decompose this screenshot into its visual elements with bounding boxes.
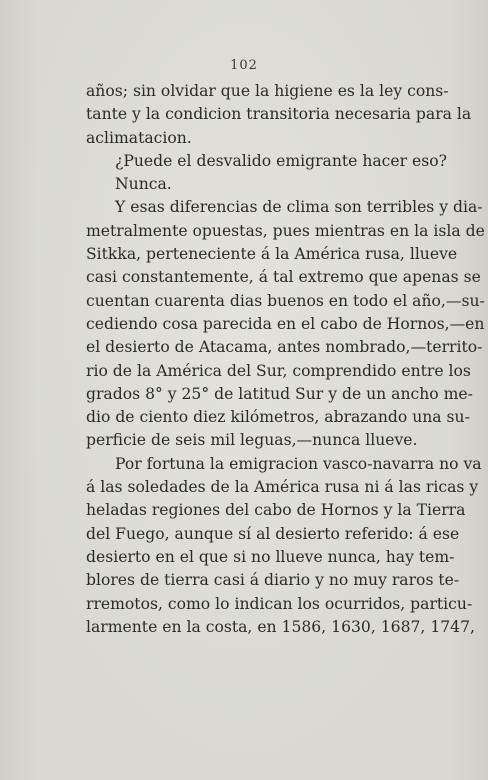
text-line: tante y la condicion transitoria necesaria para la (86, 105, 472, 124)
text-line: larmente en la costa, en 1586, 1630, 1687, 1747, (86, 617, 475, 636)
text-line: blores de tierra casi á diario y no muy raros te- (86, 571, 460, 590)
page-number: 102 (230, 58, 258, 73)
text-line: casi constantemente, á tal extremo que apenas se (86, 268, 481, 287)
text-line: rremotos, como lo indican los ocurridos, particu- (86, 594, 473, 613)
text-line: años; sin olvidar que la higiene es la ley cons- (86, 82, 449, 100)
text-line: Y esas diferencias de clima son terribles y dia- (115, 198, 483, 217)
text-line: cediendo cosa parecida en el cabo de Hornos,—en (86, 314, 485, 333)
text-line: aclimatacion. (86, 128, 192, 147)
text-line: perficie de seis mil leguas,—nunca llueve. (86, 431, 418, 450)
text-line: grados 8° y 25° de latitud Sur y de un ancho me- (86, 384, 473, 403)
text-line: cuentan cuarenta dias buenos en todo el año,—su- (86, 291, 485, 310)
text-line: el desierto de Atacama, antes nombrado,—territo- (86, 338, 483, 357)
text-line: dio de ciento diez kilómetros, abrazando una su- (86, 408, 470, 427)
text-line: Por fortuna la emigracion vasco-navarra no va (115, 454, 482, 473)
body-text (86, 80, 485, 639)
text-line: heladas regiones del cabo de Hornos y la Tierra (86, 501, 466, 520)
text-line: rio de la América del Sur, comprendido entre los (86, 361, 471, 380)
text-line: desierto en el que si no llueve nunca, hay tem- (86, 547, 455, 566)
text-line: Sitkka, perteneciente á la América rusa, llueve (86, 245, 458, 264)
text-line: del Fuego, aunque sí al desierto referido: á ese (86, 524, 460, 543)
text-line: Nunca. (115, 175, 172, 194)
text-line: á las soledades de la América rusa ni á las ricas y (86, 478, 479, 497)
text-line: metralmente opuestas, pues mientras en la isla de (86, 221, 485, 240)
text-line: ¿Puede el desvalido emigrante hacer eso? (115, 151, 448, 170)
